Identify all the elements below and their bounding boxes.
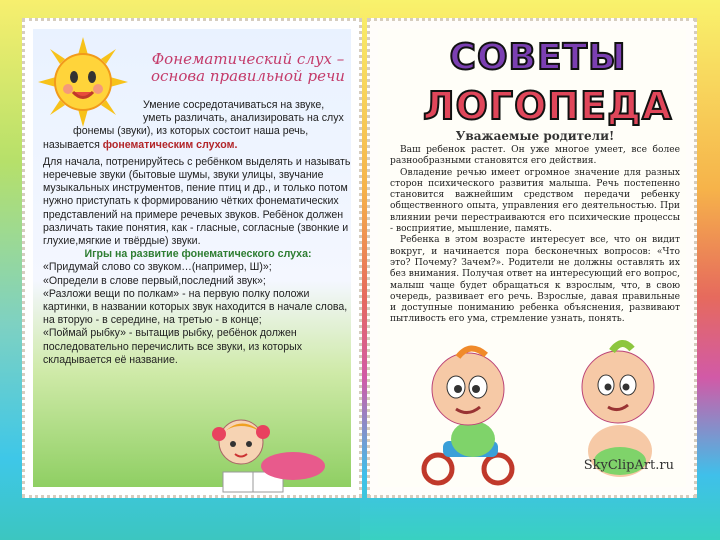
game-item-4: «Поймай рыбку» - вытащив рыбку, ребёнок должен последовательно перечислить все звуки, из которых складывается её название. [43, 327, 303, 366]
game-item-1: «Придумай слово со звуком…(например, Ш)»; [43, 261, 272, 274]
right-panel-content [378, 29, 686, 487]
right-paragraph-2: Овладение речью имеет огромное значение для разных сторон психического развития малыша. Речь постепенно становится важнейшим средством передачи ребенку общественного опыта, управления его деятельностью. При влиянии речи перестраиваются его психические процессы - восприятие, мышление, память. [390, 167, 680, 235]
heading-logopeda: ЛОГОПЕДА [423, 84, 673, 128]
called-term: фонематическим слухом. [102, 138, 238, 151]
games-title: Игры на развитие фонематического слуха: [84, 248, 312, 261]
right-paragraph-3: Ребенка в этом возрасте интересует все, что он видит вокруг, и начинается пора бесконечных вопросов: «Что это? Почему? Зачем?». Родители не должны оставлять их без внимания. Получая ответ на интересующий его вопрос, малыш чаще будет обращаться к взрослым, что, в свою очередь, развивает его речь. Взрослые, давая правильные и доступные пониманию ребенка объяснения, развивают пытливость его ума, стремление узнать, понять. [390, 235, 680, 325]
watermark: SkyClipArt.ru [583, 458, 674, 473]
right-leaflet-panel [367, 18, 697, 498]
paragraph-1: Для начала, потренируйтесь с ребёнком выделять и называть неречевые звуки (бытовые шумы, звуки улицы, звучание музыкальных инструментов, пение птиц и др., и только потом нужно приступать к формированию чётких фонематических представлений на примере речевых звуков. Ребёнок должен различать такие понятия, как - гласные, согласные (звонкие и глухие,мягкие и твёрдые) звуки. [43, 155, 351, 248]
intro-line-2: уметь различать, анализировать на слух [143, 112, 344, 125]
game-item-2: «Определи в слове первый,последний звук»; [43, 274, 266, 287]
greeting: Уважаемые родители! [455, 129, 615, 143]
left-title-line1: Фонематический слух – [151, 50, 345, 68]
left-title-line2: основа правильной речи [151, 67, 345, 85]
left-title [138, 51, 358, 85]
intro-line-1: Умение сосредотачиваться на звуке, [143, 99, 325, 111]
called-prefix: называется [43, 138, 103, 151]
game-item-3: «Разложи вещи по полкам» - на первую полку положи картинки, в названии которых звук находится в начале слова, на вторую - в середине, на третью - в конце; [43, 287, 348, 327]
left-text-body [43, 99, 353, 367]
right-paragraph-1: Ваш ребенок растет. Он уже многое умеет, все более разнообразными становятся его действия. [390, 145, 680, 167]
right-text-body [390, 145, 680, 326]
called-line [43, 139, 353, 152]
reading-girl-illustration [183, 404, 333, 499]
heading-sovety: СОВЕТЫ [449, 37, 627, 78]
intro-line-3: фонемы (звуки), из которых состоит наша речь, [73, 125, 309, 138]
left-leaflet-panel [22, 18, 362, 498]
left-panel-content [33, 29, 351, 487]
